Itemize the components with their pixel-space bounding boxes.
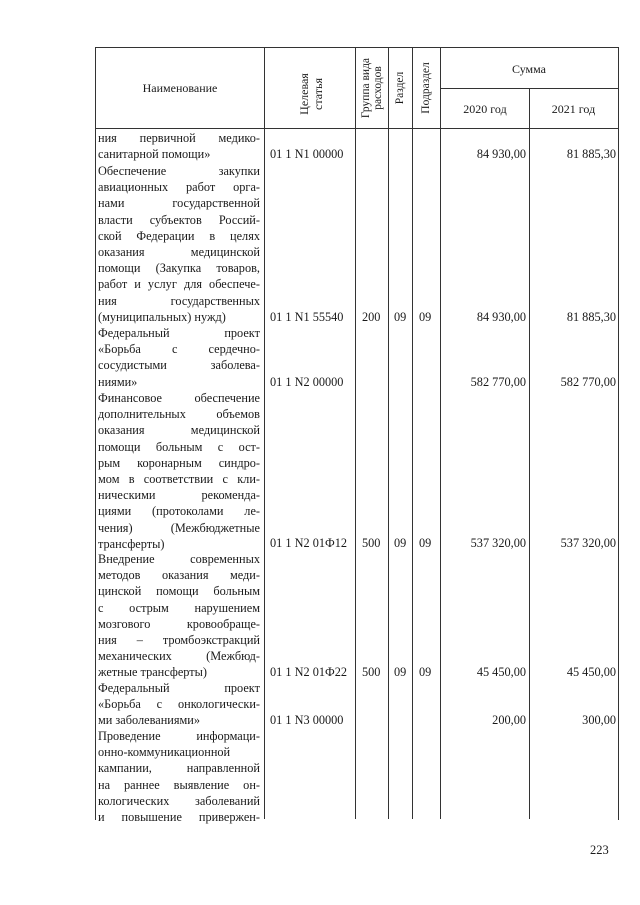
row-value-2020: 84 930,00 — [476, 310, 526, 324]
row-section: 09 — [394, 310, 407, 324]
row-value-2020: 582 770,00 — [470, 375, 526, 389]
row-code: 01 1 N2 01Ф22 — [270, 665, 348, 679]
row-group: 200 — [362, 310, 381, 324]
row-name: Обеспечение закупки авиационных работ орга- нами государственной власти субъектов Россий- ской Федерации в целях оказания медицинской помощи (Закупка товаров, работ и услуг для обеспече- ния государственных (муниципальных) нужд) — [98, 164, 260, 324]
row-section: 09 — [394, 536, 407, 550]
header-subsection: Подраздел — [420, 62, 432, 114]
header-expense-group: Группа вида расходов — [360, 57, 384, 119]
row-name: ния первичной медико- санитарной помощи» — [98, 131, 260, 162]
row-code: 01 1 N1 55540 — [270, 310, 344, 324]
row-subsection: 09 — [419, 310, 432, 324]
row-value-2020: 200,00 — [492, 713, 526, 727]
row-section: 09 — [394, 665, 407, 679]
row-name: Внедрение современных методов оказания меди- цинской помощи больным с острым нарушением мозгового кровообраще- ния – тромбоэкстракций механических (Межбюд- жетные трансферты) — [98, 552, 260, 680]
col-divider-subsection — [440, 47, 441, 819]
header-year-2020: 2020 год — [463, 102, 507, 116]
row-value-2021: 537 320,00 — [560, 536, 616, 550]
row-value-2021: 81 885,30 — [566, 147, 616, 161]
row-value-2021: 300,00 — [582, 713, 616, 727]
col-divider-name — [264, 47, 265, 819]
row-value-2021: 582 770,00 — [560, 375, 616, 389]
row-name: Проведение информаци- онно-коммуникационной кампании, направленной на раннее выявление он- кологических заболеваний и повышение привержен- — [98, 729, 260, 825]
col-divider-article — [355, 47, 356, 819]
col-divider-group — [388, 47, 389, 819]
col-divider-section — [412, 47, 413, 819]
row-value-2021: 45 450,00 — [566, 665, 616, 679]
row-code: 01 1 N2 01Ф12 — [270, 536, 348, 550]
row-value-2020: 537 320,00 — [470, 536, 526, 550]
header-name: Наименование — [142, 81, 218, 95]
row-name: Федеральный проект «Борьба с онкологически- ми заболеваниями» — [98, 681, 260, 728]
row-subsection: 09 — [419, 665, 432, 679]
row-subsection: 09 — [419, 536, 432, 550]
header-target-article: Целевая статья — [297, 73, 325, 115]
header-bottom-rule — [95, 128, 618, 129]
row-value-2021: 81 885,30 — [566, 310, 616, 324]
row-group: 500 — [362, 665, 381, 679]
row-code: 01 1 N1 00000 — [270, 147, 344, 161]
row-value-2020: 84 930,00 — [476, 147, 526, 161]
header-year-2021: 2021 год — [551, 102, 596, 116]
row-code: 01 1 N3 00000 — [270, 713, 344, 727]
row-group: 500 — [362, 536, 381, 550]
page-number: 223 — [590, 843, 609, 857]
col-divider-years — [529, 88, 530, 819]
row-name: Федеральный проект «Борьба с сердечно- сосудистыми заболева- ниями» — [98, 326, 260, 389]
row-value-2020: 45 450,00 — [476, 665, 526, 679]
row-code: 01 1 N2 00000 — [270, 375, 344, 389]
header-section: Раздел — [394, 71, 406, 105]
header-sum: Сумма — [512, 62, 546, 76]
row-name: Финансовое обеспечение дополнительных объемов оказания медицинской помощи больным с ост- рым коронарным синдро- мом в соответствии с кли- ническими рекомендa- циями (протоколами ле- чения) (Межбюджетные трансферты) — [98, 391, 260, 551]
